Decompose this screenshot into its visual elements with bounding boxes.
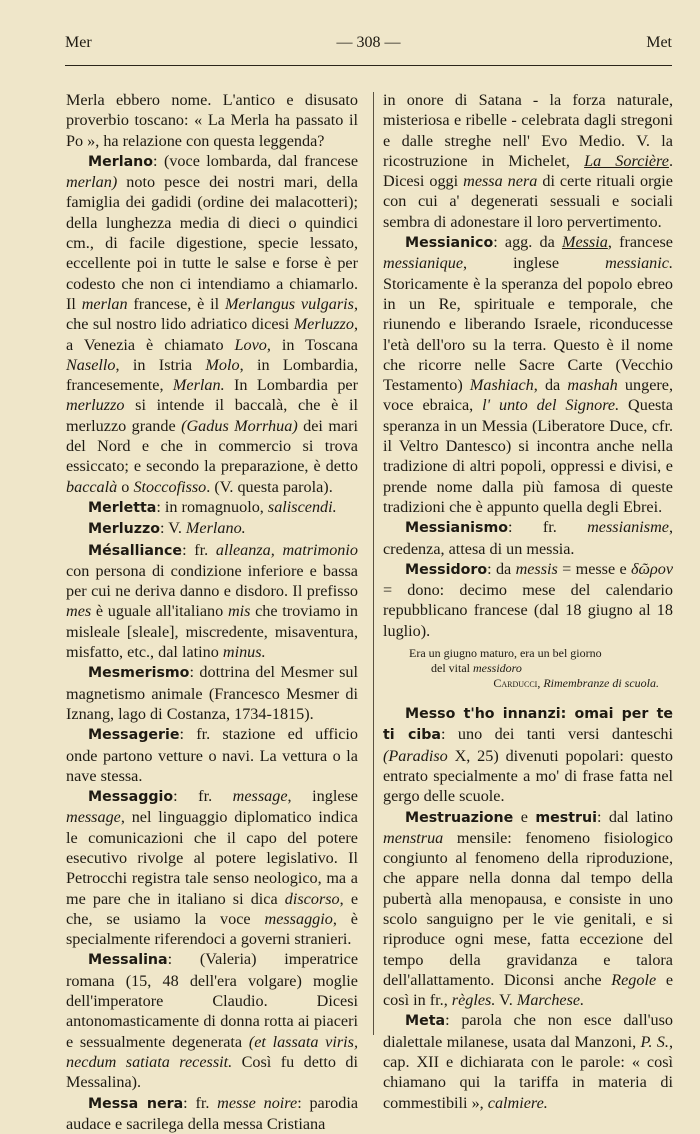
entry-headword: Mésalliance [88, 542, 183, 559]
entry-text: , francese [607, 233, 673, 252]
italic-term: messianisme [587, 518, 669, 537]
entry-text: , nel linguaggio diplomatico indica le comunicazioni che il capo del potere esecutivo rivolge al potere legislativo. Il Petrocchi registra tale senso neologico, ma a me pare che in italiano si dica [66, 808, 358, 908]
italic-term: Merlangus vulgaris [224, 294, 354, 313]
italic-term: messa nera [463, 172, 538, 191]
entry-text: X, 25) divenuti popolari: questo entrato specialmente a mo' di frase fatta nel gergo delle scuole. [383, 746, 673, 806]
entry-text: . (V. questa parola). [206, 477, 333, 496]
italic-term: (et lassata viris, necdum satiata recessit. [66, 1032, 358, 1071]
italic-term: alleanza, matrimonio [215, 540, 358, 559]
entry-text: : (Valeria) imperatrice romana (15, 48 dell'era volgare) moglie dell'imperatore Claudio. Dicesi antonomasticamente di donna rotta ai piaceri e sessualmente degenerata [66, 950, 358, 1051]
italic-term: calmiere. [487, 1093, 548, 1112]
entry-headword: Messidoro [405, 561, 488, 578]
entry-headword: Messaggio [88, 789, 174, 806]
entry-continuation [383, 90, 673, 232]
entry-text: è uguale all'italiano [91, 602, 228, 621]
dictionary-entry [383, 517, 673, 559]
italic-term: messianic. [605, 254, 673, 273]
italic-term: Merlano. [185, 519, 246, 538]
italic-term: mes [66, 602, 92, 621]
verse-text: del vital [431, 661, 473, 676]
italic-term: merlan) [66, 173, 118, 192]
entry-text: : fr. [508, 518, 588, 537]
italic-term: Stoccofisso [133, 477, 207, 496]
entry-text: francese, è il [127, 294, 225, 313]
verse-line: Era un giugno maturo, era un bel giorno [409, 646, 602, 661]
entry-text: , inglese [287, 787, 358, 806]
entry-text: : fr. [183, 1093, 218, 1112]
column-divider [373, 92, 374, 1035]
italic-term: message [232, 787, 288, 806]
entry-headword: Mesmerismo [88, 665, 190, 682]
italic-term: Molo [205, 355, 240, 374]
entry-text: o [117, 477, 134, 496]
entry-text: , in Istria [115, 355, 206, 374]
entry-headword: Messianismo [405, 520, 509, 537]
entry-text: : dottrina del Mesmer sul magnetismo animale (Francesco Mesmer di Iznang, lago di Costanza, 1734-1815). [66, 663, 358, 723]
right-column [383, 90, 673, 1113]
entry-text: Questa speranza in un Messia (Liberatore Duce, cfr. il Veltro Dantesco) si incontra anche nella tradizione di altri popoli, oppressi e divisi, e prende nome dalla più famosa di queste tradizioni che è appunto quella degli Ebrei. [383, 396, 673, 516]
italic-term: messianique [383, 254, 464, 273]
dictionary-entry [383, 232, 673, 517]
dictionary-entry [383, 1010, 673, 1112]
entry-text: : fr. [173, 787, 233, 806]
verse-line [409, 661, 673, 676]
italic-term: Merlan. [172, 376, 225, 395]
italic-term: Merluzzo [293, 315, 354, 334]
italic-term: messaggio [264, 909, 333, 928]
italic-term: message [66, 808, 121, 827]
entry-text: , che sul nostro lido adriatico dicesi [66, 294, 359, 334]
italic-term: baccalà [66, 477, 118, 496]
italic-term: discorso [284, 889, 340, 908]
entry-text: : parodia audace e sacrilega della messa Cristiana [66, 1093, 359, 1133]
entry-headword: Mestruazione [405, 809, 514, 826]
page-number: — 308 — [336, 34, 401, 51]
entry-headword: Messagerie [88, 727, 180, 744]
citation-work: Rimembranze di scuola. [543, 676, 659, 691]
entry-text: : fr. [182, 540, 216, 559]
entry-headword: mestrui [535, 809, 597, 826]
entry-text: che troviamo in misleale [sleale], miscredente, misaventura, misfatto, etc., dal latino [66, 602, 359, 662]
dictionary-entry [66, 518, 358, 539]
entry-text: Così fu detto di Messalina). [66, 1052, 358, 1092]
italic-term: merlan [81, 294, 128, 313]
entry-headword: Merluzzo [88, 521, 160, 538]
entry-text: di certe rituali orgie con cui a' degenerati sessuali e sociali sembra di adonestare il loro pervertimento. [383, 172, 673, 231]
entry-continuation [66, 90, 358, 151]
entry-headword: Merletta [88, 499, 157, 516]
entry-text: : in romagnuolo, [156, 497, 268, 516]
italic-term: (Gadus Morrhua) [181, 416, 298, 435]
italic-term: Lovo [234, 335, 267, 354]
italic-term: δῶρον [631, 559, 674, 578]
dictionary-entry [383, 703, 673, 806]
entry-text: : fr. stazione ed ufficio onde partono vetture o navi. La vettura o la nave stessa. [66, 725, 358, 785]
entry-text: ungere, voce ebraica, [383, 376, 673, 415]
entry-text: noto pesce dei nostri mari, della famiglia dei gadidi (ordine dei malacotteri); della lunghezza media di dieci o quindici cm., di facile digestione, specie lessato, eccellente poi in tutte le salse e forse è per codesto che non ci intendiamo a chiamarlo. Il [66, 173, 358, 313]
entry-text: , è specialmente riferendoci a governi stranieri. [66, 909, 358, 949]
entry-text: si intende il baccalà, che è il merluzzo grande [66, 396, 358, 435]
italic-term: règles. [451, 991, 496, 1010]
entry-text: = dono: decimo mese del calendario repubblicano francese (dal 18 giugno al 18 luglio). [383, 581, 673, 640]
entry-text: : dal latino [596, 807, 673, 826]
entry-text: , da [533, 376, 568, 395]
dictionary-entry [66, 540, 358, 663]
citation-author: Carducci [493, 676, 538, 691]
entry-text: Merla ebbero nome. L'antico e disusato proverbio toscano: « La Merla ha passato il Po », ha relazione con questa leggenda? [66, 91, 358, 150]
italic-term: saliscendi. [267, 497, 337, 516]
italic-term: mis [227, 602, 251, 621]
verse-citation: Carducci, Rimembranze di scuola. [493, 676, 659, 691]
italic-term: Regole [611, 970, 657, 989]
entry-text: mensile: fenomeno fisiologico congiunto al fenomeno della riproduzione, che appare nella donna dal tempo della pubertà alla menopausa, e consiste in uno scolo sanguigno per le vie genitali, e si riproduce ogni mese, fatta eccezione del tempo della gravidanza e talora dell'allattamento. Diconsi anche [383, 828, 673, 989]
dictionary-entry [66, 497, 358, 518]
entry-headword: Meta [405, 1013, 446, 1030]
dictionary-entry [383, 807, 673, 1011]
entry-text: : parola che non esce dall'uso dialettale milanese, usata dal Manzoni, [383, 1011, 673, 1051]
italic-term: messis [515, 559, 558, 578]
entry-text: : V. [159, 519, 186, 538]
italic-term: minus. [222, 643, 266, 662]
entry-text: . Dicesi oggi [383, 151, 673, 191]
header-guide-word-right: Met [646, 34, 672, 51]
italic-term: (Paradiso [383, 746, 448, 765]
entry-text: , credenza, attesa di un messia. [383, 518, 673, 558]
entry-headword: Messalina [88, 952, 168, 969]
italic-term: merluzzo [66, 396, 125, 415]
dictionary-entry [66, 724, 358, 786]
italic-term: Nasello [66, 355, 116, 374]
italic-term: Marchese. [516, 991, 585, 1010]
entry-text: in onore di Satana - la forza naturale, misteriosa e ribelle - celebrata dagli stregoni e dalle streghe nell' Evo Medio. V. la ricostruzione in Michelet, [383, 91, 673, 170]
entry-text: : (voce lombarda, dal francese [153, 151, 358, 170]
dictionary-entry [66, 786, 358, 949]
entry-headword: Messa nera [88, 1095, 184, 1112]
italic-term: P. S. [640, 1032, 669, 1051]
entry-text: : da [487, 559, 516, 578]
dictionary-entry [383, 559, 673, 641]
entry-text: : agg. da [493, 233, 562, 252]
header-rule [65, 65, 672, 66]
dictionary-entry [66, 949, 358, 1092]
italic-term: Messia [561, 233, 608, 252]
entry-text: = messe e [557, 559, 631, 578]
verse-text-italic: messidoro [473, 661, 522, 676]
entry-text: , e che, se usiamo la voce [66, 889, 358, 928]
entry-text: , cap. XII e dichiarata con le parole: « così chiamano qui la tariffa in materia di commestibili », [383, 1032, 673, 1112]
entry-text: Storicamente è la speranza del popolo ebreo in un Re, spirituale e temporale, che riunendo e liberando Israele, riconducesse l'età dell'oro su la terra. Questo è il nome che ricorre nelle Sacre Carte (Vecchio Testamento) [383, 274, 673, 395]
dictionary-entry [66, 1093, 358, 1134]
entry-text: : uno dei tanti versi danteschi [440, 725, 673, 744]
italic-term: Mashiach [469, 376, 534, 395]
italic-term: mashah [567, 376, 618, 395]
dictionary-entry [66, 662, 358, 724]
running-header [65, 34, 672, 58]
entry-headword: Messo t'ho innanzi: omai per te ti ciba [383, 706, 673, 744]
entry-text: , in Toscana [266, 335, 358, 354]
verse-quotation [383, 646, 673, 691]
italic-term: l' unto del Signore. [482, 396, 620, 415]
italic-term: messe noire [217, 1093, 298, 1112]
entry-text: con persona di condizione inferiore e bassa per cui ne deriva danno e disdoro. Il prefisso [66, 561, 358, 601]
italic-term: La Sorcière [584, 151, 669, 170]
entry-headword: Messianico [405, 235, 494, 252]
entry-headword: Merlano [88, 153, 154, 170]
entry-text: , in Lombardia, francesemente, [66, 355, 358, 395]
header-guide-word-left: Mer [65, 34, 92, 51]
entry-text: , inglese [463, 254, 606, 273]
entry-text: dei mari del Nord e che in commercio si trova essiccato; e secondo la preparazione, è detto [66, 416, 358, 476]
entry-text: e così in fr., [383, 970, 674, 1010]
italic-term: menstrua [383, 828, 444, 847]
entry-text: In Lombardia per [224, 376, 359, 395]
entry-text: V. [495, 991, 517, 1010]
entry-text: e [513, 807, 536, 826]
dictionary-entry [66, 151, 358, 497]
left-column [66, 90, 358, 1134]
entry-text: , a Venezia è chiamato [66, 315, 358, 354]
